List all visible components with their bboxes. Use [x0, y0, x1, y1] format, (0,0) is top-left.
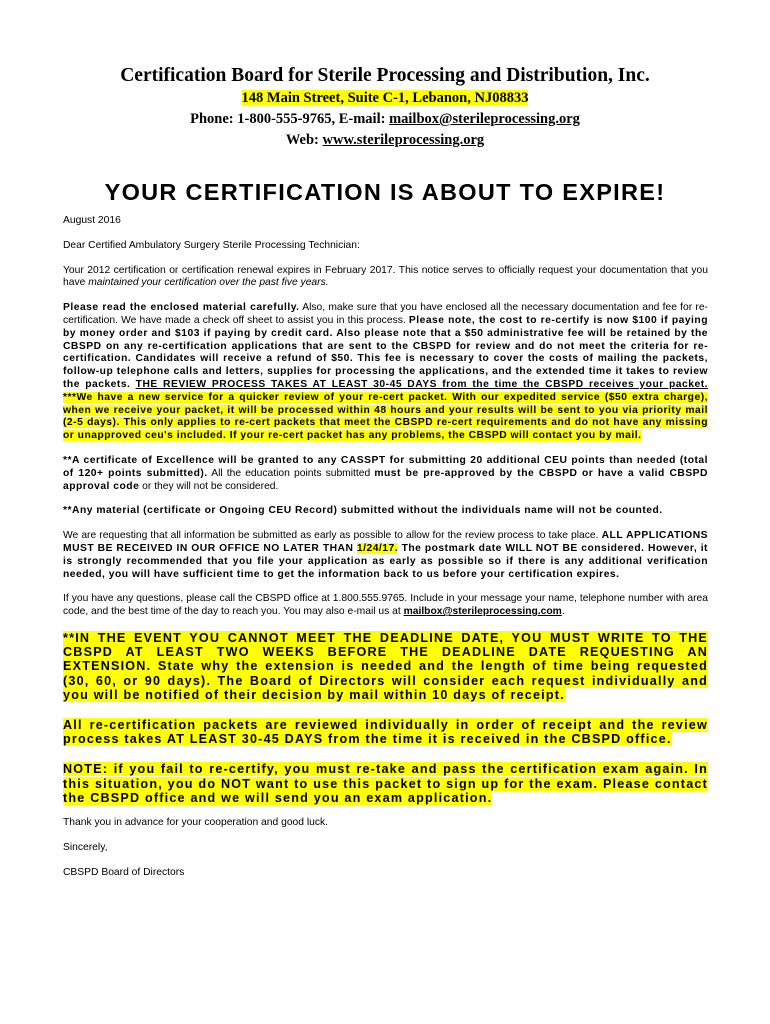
- page-title: YOUR CERTIFICATION IS ABOUT TO EXPIRE!: [104, 179, 666, 205]
- deadline-intro: We are requesting that all information be submitted as early as possible to allow for the review process to take place.: [63, 530, 602, 542]
- excellence-text: **A certificate of Excellence will be granted to any CASSPT for submitting 20 additional CEU points than needed (total of 120+ points submitted).: [63, 454, 708, 479]
- expedited-service: ***We have a new service for a quicker review of your re-cert packet. With our expedited service ($50 extra charge), when we receive your packet, it will be processed within 48 hours and your results will be sent to you via priority mail (2-5 days). This only applies to re-cert packets that meet the CBSPD re-cert requirements and do not have any missing or unapproved ceu's included. If your re-cert packet has any problems, the CBSPD will contact you by mail.: [63, 391, 708, 442]
- deadline-bold: ALL APPLICATIONS MUST BE RECEIVED IN OUR OFFICE NO LATER THAN: [63, 530, 708, 554]
- paragraph-excellence: [63, 455, 708, 493]
- email-link[interactable]: mailbox@sterileprocessing.org: [389, 111, 580, 127]
- web-link[interactable]: www.sterileprocessing.org: [322, 132, 485, 148]
- letter-body: [63, 215, 708, 891]
- salutation: Dear Certified Ambulatory Surgery Sterile Processing Technician:: [63, 239, 360, 251]
- deadline-date: 1/24/17.: [356, 542, 399, 554]
- paragraph-name-required: **Any material (certificate or Ongoing CEU Record) submitted without the individuals name will not be counted.: [63, 505, 663, 517]
- closing: Sincerely,: [63, 841, 108, 853]
- not-considered-text: or they will not be considered.: [139, 480, 279, 492]
- questions-email-link[interactable]: mailbox@sterileprocessing.com: [403, 606, 562, 618]
- web-prefix: Web:: [285, 132, 323, 148]
- review-time-notice: THE REVIEW PROCESS TAKES AT LEAST 30-45 DAYS from the time the CBSPD receives your packet.: [135, 378, 708, 390]
- paragraph-deadline: [63, 530, 708, 581]
- extension-text: **IN THE EVENT YOU CANNOT MEET THE DEADLINE DATE, YOU MUST WRITE TO THE CBSPD AT LEAST TWO WEEKS BEFORE THE DEADLINE DATE REQUESTING AN EXTENSION. State why the extension is needed and the length of time being requested (30, 60, or 90 days). The Board of Directors will consider each request individually and you will be notified of their decision by mail within 10 days of receipt.: [63, 630, 708, 702]
- read-carefully: Please read the enclosed material carefully.: [63, 302, 300, 314]
- date: August 2016: [63, 215, 121, 226]
- postmark-notice: The postmark date WILL NOT BE considered. However, it is strongly recommended that you file your application as early as possible so if there is any additional verification needed, you will have sufficient time to get the information back to us before your certification expires.: [63, 542, 708, 580]
- organization-name: Certification Board for Sterile Processing and Distribution, Inc.: [120, 65, 650, 86]
- letterhead: [0, 64, 770, 151]
- pre-approved-text: must be pre-approved by the CBSPD or have a valid CBSPD approval code: [63, 467, 708, 492]
- period: .: [561, 606, 565, 618]
- questions-text: If you have any questions, please call the CBSPD office at 1.800.555.9765. Include in your message your name, telephone number with area code, and the best time of the day to reach you. You may also e-mail us at: [63, 593, 708, 618]
- fee-notice: Please note, the cost to re-certify is now $100 if paying by money order and $103 if paying by credit card. Also please note that a $50 administrative fee will be retained by the CBSPD on any re-certification applications that are sent to the CBSPD for review and do not meet the criteria for re-certification. Candidates will receive a refund of $50. This fee is necessary to cover the costs of mailing the packets, follow-up telephone calls and letters, supplies for processing the applications, and the extended time it takes to review the packets.: [63, 314, 708, 390]
- paragraph-review-order: [63, 718, 708, 746]
- paragraph-instructions: [63, 302, 708, 443]
- paragraph-note: [63, 762, 708, 805]
- contact-line: [0, 109, 770, 130]
- paragraph-intro: [63, 265, 708, 291]
- intro-text: Your 2012 certification or certification renewal expires in February 2017. This notice serves to officially request your documentation that you have: [63, 264, 708, 289]
- phone-text: Phone: 1-800-555-9765, E-mail:: [190, 111, 390, 127]
- review-order-text: All re-certification packets are reviewed individually in order of receipt and the review process takes AT LEAST 30-45 DAYS from the time it is received in the CBSPD office.: [63, 717, 708, 747]
- points-text: All the education points submitted: [207, 467, 375, 479]
- signature: CBSPD Board of Directors: [63, 866, 185, 878]
- web-line: [0, 130, 770, 151]
- note-text: NOTE: if you fail to re-certify, you must re-take and pass the certification exam again. In this situation, you do NOT want to use this packet to sign up for the exam. Please contact the CBSPD office and we will send you an exam application.: [63, 762, 708, 805]
- intro-italic: maintained your certification over the past five years.: [88, 277, 329, 289]
- thanks: Thank you in advance for your cooperation and good luck.: [63, 816, 329, 828]
- paragraph-questions: [63, 593, 708, 619]
- paragraph-extension: [63, 631, 708, 702]
- address: 148 Main Street, Suite C-1, Lebanon, NJ08833: [241, 90, 529, 106]
- instructions-text: Also, make sure that you have enclosed all the necessary documentation and fee for re-certification. We have made a check off sheet to assist you in this process.: [63, 302, 708, 326]
